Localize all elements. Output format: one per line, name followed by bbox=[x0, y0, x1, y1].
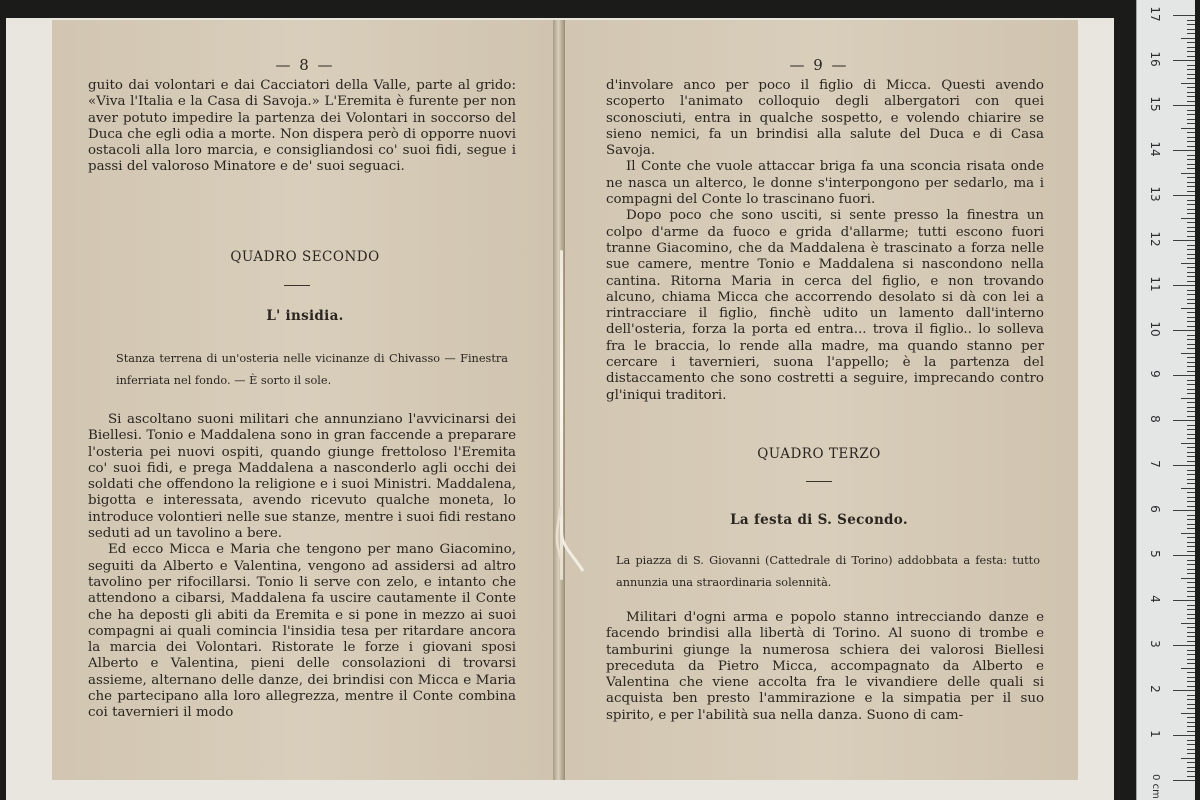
ruler-tick bbox=[1173, 60, 1195, 61]
ruler-tick bbox=[1187, 506, 1195, 507]
ruler-tick bbox=[1187, 380, 1195, 381]
ruler-tick bbox=[1187, 348, 1195, 349]
ruler-tick bbox=[1187, 519, 1195, 520]
ruler-tick bbox=[1187, 537, 1195, 538]
ruler-tick bbox=[1187, 321, 1195, 322]
ruler-tick bbox=[1187, 654, 1195, 655]
ruler-number: 13 bbox=[1148, 186, 1162, 202]
ruler-tick bbox=[1187, 200, 1195, 201]
ruler-tick bbox=[1187, 618, 1195, 619]
ruler-tick bbox=[1187, 636, 1195, 637]
ruler-tick bbox=[1187, 591, 1195, 592]
ruler-tick bbox=[1187, 767, 1195, 768]
ruler-tick bbox=[1181, 398, 1195, 399]
ruler-tick bbox=[1187, 771, 1195, 772]
ruler-tick bbox=[1173, 420, 1195, 421]
ruler-tick bbox=[1187, 672, 1195, 673]
ruler-number: 17 bbox=[1148, 6, 1162, 22]
ruler-tick bbox=[1187, 65, 1195, 66]
ruler-tick bbox=[1187, 753, 1195, 754]
ruler-tick bbox=[1187, 357, 1195, 358]
ruler-tick bbox=[1187, 249, 1195, 250]
right-closing-paragraph: Militari d'ogni arma e popolo stanno intrecciando danze e facendo brindisi alla libertà di Torino. Al suono di trombe e tamburini giunge la numerosa schiera dei valorosi Biellesi preceduta da Pietro Micca, accompagnato da Alberto e Valentina che viene accolta fra le vivandiere delle quali si acquista ben presto l'ammirazione e la simpatia per il suo spirito, e per l'abilità sua nella danza. Suono di cam- bbox=[606, 610, 1044, 723]
ruler-tick bbox=[1187, 303, 1195, 304]
ruler-tick bbox=[1187, 492, 1195, 493]
ruler-tick bbox=[1187, 222, 1195, 223]
ruler-tick bbox=[1187, 659, 1195, 660]
ruler-tick bbox=[1187, 366, 1195, 367]
ruler-tick bbox=[1173, 555, 1195, 556]
ruler-tick bbox=[1187, 294, 1195, 295]
left-body-block bbox=[88, 412, 516, 722]
ruler-number: 16 bbox=[1148, 51, 1162, 67]
ruler-tick bbox=[1187, 677, 1195, 678]
ruler-tick bbox=[1187, 168, 1195, 169]
ruler-tick bbox=[1187, 614, 1195, 615]
ruler-number: 12 bbox=[1148, 231, 1162, 247]
measurement-ruler bbox=[1136, 0, 1195, 800]
ruler-tick bbox=[1187, 447, 1195, 448]
ruler-tick bbox=[1187, 681, 1195, 682]
ruler-tick bbox=[1187, 191, 1195, 192]
ruler-tick bbox=[1187, 708, 1195, 709]
ruler-tick bbox=[1187, 686, 1195, 687]
ruler-tick bbox=[1187, 497, 1195, 498]
ruler-tick bbox=[1187, 546, 1195, 547]
ruler-tick bbox=[1173, 195, 1195, 196]
ruler-tick bbox=[1173, 690, 1195, 691]
stage-direction-right: La piazza di S. Giovanni (Cattedrale di Torino) addobbata a festa: tutto annunzia una straordinaria solennità. bbox=[616, 554, 1040, 589]
ruler-tick bbox=[1187, 119, 1195, 120]
ruler-number: 3 bbox=[1148, 640, 1162, 648]
ruler-tick bbox=[1181, 488, 1195, 489]
heading-rule-right bbox=[806, 481, 832, 482]
ruler-tick bbox=[1187, 141, 1195, 142]
ruler-tick bbox=[1187, 429, 1195, 430]
ruler-tick bbox=[1173, 330, 1195, 331]
ruler-tick bbox=[1187, 258, 1195, 259]
ruler-tick bbox=[1187, 146, 1195, 147]
right-page bbox=[560, 20, 1078, 780]
ruler-tick bbox=[1187, 573, 1195, 574]
ruler-tick bbox=[1173, 375, 1195, 376]
ruler-tick bbox=[1173, 150, 1195, 151]
ruler-tick bbox=[1181, 533, 1195, 534]
ruler-tick bbox=[1187, 159, 1195, 160]
ruler-tick bbox=[1181, 353, 1195, 354]
right-paragraph-3: Dopo poco che sono usciti, si sente presso la finestra un colpo d'arme da fuoco e grida d'allarme; tutti escono fuori tranne Giacomino, che da Maddalena è trascinato a forza nelle sue camere, mentre Tonio e Maddalena si nascondono nella cantina. Ritorna Maria in cerca del figlio, e non trovando alcuno, chiama Micca che accorrendo desolato si dà con lei a rintracciare il figlio, finchè udito un lamento dall'interno dell'osteria, forza la porta ed entra... trova il figlio.. lo solleva fra le braccia, lo rende alla madre, ma quando stanno per cercare i tavernieri, suona l'appello; è la partenza del distaccamento che sono costretti a seguire, imprecando contro gl'iniqui traditori. bbox=[606, 208, 1044, 403]
heading-rule-left bbox=[284, 285, 310, 286]
ruler-number: 8 bbox=[1148, 415, 1162, 423]
left-intro-paragraph: guito dai volontari e dai Cacciatori della Valle, parte al grido: «Viva l'Italia e la Casa di Savoja.» L'Eremita è furente per non aver potuto impedire la partenza dei Volontari in soccorso del Duca che egli odia a morte. Non dispera però di opporre nuovi ostacoli alla loro marcia, e consigliandosi co' suoi fidi, segue i passi del valoroso Minatore e de' suoi seguaci. bbox=[88, 78, 516, 175]
ruler-tick bbox=[1187, 29, 1195, 30]
ruler-tick bbox=[1187, 569, 1195, 570]
right-paragraph-1: d'involare anco per poco il figlio di Micca. Questi avendo scoperto l'animato colloquio degli albergatori con quei sconosciuti, entra in qualche sospetto, e volendo chiarire se sieno nemici, fa un brindisi alla salute del Duca e di Casa Savoja. bbox=[606, 78, 1044, 159]
ruler-tick bbox=[1187, 213, 1195, 214]
ruler-tick bbox=[1173, 285, 1195, 286]
ruler-tick bbox=[1187, 20, 1195, 21]
ruler-tick bbox=[1187, 335, 1195, 336]
page-number-left: — 8 — bbox=[275, 56, 335, 74]
ruler-tick bbox=[1187, 515, 1195, 516]
ruler-tick bbox=[1187, 236, 1195, 237]
ruler-tick bbox=[1173, 735, 1195, 736]
ruler-tick bbox=[1187, 164, 1195, 165]
ruler-tick bbox=[1187, 92, 1195, 93]
ruler-tick bbox=[1187, 632, 1195, 633]
ruler-tick bbox=[1187, 627, 1195, 628]
ruler-tick bbox=[1187, 326, 1195, 327]
ruler-tick bbox=[1173, 780, 1195, 781]
ruler-tick bbox=[1181, 173, 1195, 174]
ruler-tick bbox=[1187, 339, 1195, 340]
ruler-tick bbox=[1181, 758, 1195, 759]
ruler-tick bbox=[1187, 731, 1195, 732]
ruler-tick bbox=[1187, 641, 1195, 642]
ruler-tick bbox=[1187, 24, 1195, 25]
ruler-tick bbox=[1187, 281, 1195, 282]
section-heading-quadro-secondo: QUADRO SECONDO bbox=[230, 249, 380, 265]
ruler-tick bbox=[1187, 267, 1195, 268]
ruler-unit-label: 0 cm bbox=[1149, 774, 1161, 799]
ruler-tick bbox=[1187, 474, 1195, 475]
ruler-tick bbox=[1187, 245, 1195, 246]
ruler-tick bbox=[1187, 722, 1195, 723]
ruler-number: 10 bbox=[1148, 321, 1162, 337]
ruler-tick bbox=[1187, 51, 1195, 52]
ruler-tick bbox=[1173, 645, 1195, 646]
ruler-tick bbox=[1187, 416, 1195, 417]
left-intro-block bbox=[88, 78, 516, 176]
ruler-tick bbox=[1187, 114, 1195, 115]
ruler-tick bbox=[1181, 443, 1195, 444]
ruler-tick bbox=[1187, 317, 1195, 318]
ruler-tick bbox=[1187, 609, 1195, 610]
ruler-number: 7 bbox=[1148, 460, 1162, 468]
ruler-tick bbox=[1187, 425, 1195, 426]
binding-thread-knot bbox=[553, 505, 585, 575]
ruler-tick bbox=[1187, 276, 1195, 277]
ruler-tick bbox=[1181, 263, 1195, 264]
ruler-number: 6 bbox=[1148, 505, 1162, 513]
ruler-tick bbox=[1187, 461, 1195, 462]
section-title-festa: La festa di S. Secondo. bbox=[730, 512, 908, 528]
ruler-tick bbox=[1187, 582, 1195, 583]
ruler-number: 9 bbox=[1148, 370, 1162, 378]
ruler-tick bbox=[1187, 96, 1195, 97]
ruler-tick bbox=[1187, 587, 1195, 588]
ruler-tick bbox=[1187, 551, 1195, 552]
ruler-tick bbox=[1187, 407, 1195, 408]
ruler-number: 4 bbox=[1148, 595, 1162, 603]
ruler-tick bbox=[1181, 623, 1195, 624]
ruler-tick bbox=[1187, 596, 1195, 597]
ruler-number: 5 bbox=[1148, 550, 1162, 558]
ruler-tick bbox=[1187, 704, 1195, 705]
ruler-tick bbox=[1187, 272, 1195, 273]
ruler-tick bbox=[1187, 483, 1195, 484]
ruler-tick bbox=[1187, 434, 1195, 435]
page-number-right: — 9 — bbox=[789, 56, 849, 74]
ruler-tick bbox=[1187, 776, 1195, 777]
ruler-tick bbox=[1187, 695, 1195, 696]
ruler-tick bbox=[1187, 438, 1195, 439]
ruler-tick bbox=[1187, 699, 1195, 700]
ruler-tick bbox=[1187, 650, 1195, 651]
ruler-tick bbox=[1187, 123, 1195, 124]
ruler-tick bbox=[1187, 479, 1195, 480]
ruler-tick bbox=[1187, 182, 1195, 183]
ruler-tick bbox=[1187, 231, 1195, 232]
ruler-tick bbox=[1187, 402, 1195, 403]
ruler-tick bbox=[1181, 308, 1195, 309]
ruler-tick bbox=[1181, 713, 1195, 714]
ruler-tick bbox=[1187, 87, 1195, 88]
left-paragraph-2: Ed ecco Micca e Maria che tengono per mano Giacomino, seguiti da Alberto e Valentina, vengono ad assidersi ad altro tavolino per rifocillarsi. Tonio li serve con zelo, e intanto che attendono a cibarsi, Maddalena fa uscire cautamente il Conte che ha deposti gli abiti da Eremita e si pone in mezzo ai suoi compagni ai quali comincia l'insidia tesa per ritardare ancora la marcia dei Volontari. Ristorate le forze i giovani sposi Alberto e Valentina, pieni delle consolazioni di trovarsi assieme, alternano delle danze, dei brindisi con Micca e Maria che partecipano alla loro allegrezza, mentre il Conte combina coi tavernieri il modo bbox=[88, 542, 516, 721]
ruler-tick bbox=[1181, 83, 1195, 84]
ruler-tick bbox=[1187, 177, 1195, 178]
ruler-tick bbox=[1187, 209, 1195, 210]
ruler-tick bbox=[1187, 389, 1195, 390]
ruler-tick bbox=[1187, 254, 1195, 255]
ruler-tick bbox=[1187, 186, 1195, 187]
ruler-tick bbox=[1187, 56, 1195, 57]
section-heading-quadro-terzo: QUADRO TERZO bbox=[757, 446, 881, 462]
ruler-tick bbox=[1187, 452, 1195, 453]
ruler-tick bbox=[1187, 74, 1195, 75]
ruler-tick bbox=[1181, 128, 1195, 129]
ruler-tick bbox=[1187, 456, 1195, 457]
stage-direction-left: Stanza terrena di un'osteria nelle vicinanze di Chivasso — Finestra inferriata nel fondo. — È sorto il sole. bbox=[116, 352, 508, 387]
ruler-tick bbox=[1187, 384, 1195, 385]
right-paragraph-2: Il Conte che vuole attaccar briga fa una sconcia risata onde ne nasca un alterco, le donne s'interpongono per sedarlo, ma i compagni del Conte lo trascinano fuori. bbox=[606, 159, 1044, 208]
ruler-tick bbox=[1187, 744, 1195, 745]
ruler-tick bbox=[1173, 240, 1195, 241]
ruler-tick bbox=[1187, 393, 1195, 394]
ruler-tick bbox=[1187, 69, 1195, 70]
ruler-tick bbox=[1187, 101, 1195, 102]
ruler-tick bbox=[1187, 411, 1195, 412]
ruler-tick bbox=[1187, 605, 1195, 606]
ruler-tick bbox=[1187, 749, 1195, 750]
ruler-tick bbox=[1187, 740, 1195, 741]
ruler-tick bbox=[1173, 600, 1195, 601]
ruler-tick bbox=[1187, 78, 1195, 79]
ruler-tick bbox=[1173, 510, 1195, 511]
ruler-tick bbox=[1181, 218, 1195, 219]
ruler-tick bbox=[1187, 47, 1195, 48]
ruler-tick bbox=[1187, 312, 1195, 313]
ruler-number: 15 bbox=[1148, 96, 1162, 112]
ruler-tick bbox=[1173, 105, 1195, 106]
ruler-tick bbox=[1187, 362, 1195, 363]
ruler-tick bbox=[1181, 668, 1195, 669]
ruler-number: 2 bbox=[1148, 685, 1162, 693]
ruler-tick bbox=[1187, 501, 1195, 502]
book-spine bbox=[553, 20, 565, 780]
ruler-tick bbox=[1187, 42, 1195, 43]
right-bottom-block bbox=[606, 610, 1044, 724]
ruler-number: 11 bbox=[1148, 276, 1162, 292]
ruler-tick bbox=[1187, 371, 1195, 372]
ruler-tick bbox=[1187, 290, 1195, 291]
ruler-tick bbox=[1187, 33, 1195, 34]
ruler-number: 14 bbox=[1148, 141, 1162, 157]
ruler-tick bbox=[1187, 470, 1195, 471]
ruler-tick bbox=[1187, 204, 1195, 205]
ruler-tick bbox=[1187, 564, 1195, 565]
ruler-tick bbox=[1187, 344, 1195, 345]
ruler-tick bbox=[1181, 38, 1195, 39]
ruler-tick bbox=[1187, 137, 1195, 138]
ruler-tick bbox=[1187, 524, 1195, 525]
ruler-tick bbox=[1187, 528, 1195, 529]
ruler-tick bbox=[1187, 542, 1195, 543]
ruler-tick bbox=[1187, 663, 1195, 664]
section-title-insidia: L' insidia. bbox=[266, 308, 344, 324]
ruler-tick bbox=[1187, 132, 1195, 133]
ruler-tick bbox=[1187, 726, 1195, 727]
ruler-tick bbox=[1187, 110, 1195, 111]
ruler-number: 1 bbox=[1148, 730, 1162, 738]
left-paragraph-1: Si ascoltano suoni militari che annunziano l'avvicinarsi dei Biellesi. Tonio e Maddalena sono in gran faccende a preparare l'osteria pei nuovi ospiti, quando giunge frettoloso l'Eremita co' suoi fidi, e prega Maddalena a nasconderlo agli occhi dei soldati che offendono la religione e i suoi Ministri. Maddalena, bigotta e interessata, avendo ricevuto qualche moneta, lo introduce volontieri nelle sue stanze, mentre i suoi fidi restano seduti ad un tavolino a bere. bbox=[88, 412, 516, 542]
ruler-tick bbox=[1181, 578, 1195, 579]
ruler-tick bbox=[1173, 465, 1195, 466]
ruler-tick bbox=[1187, 155, 1195, 156]
ruler-tick bbox=[1187, 717, 1195, 718]
right-top-block bbox=[606, 78, 1044, 404]
ruler-tick bbox=[1187, 299, 1195, 300]
left-page bbox=[52, 20, 558, 780]
ruler-tick bbox=[1173, 15, 1195, 16]
ruler-tick bbox=[1187, 227, 1195, 228]
ruler-tick bbox=[1187, 560, 1195, 561]
ruler-tick bbox=[1187, 762, 1195, 763]
